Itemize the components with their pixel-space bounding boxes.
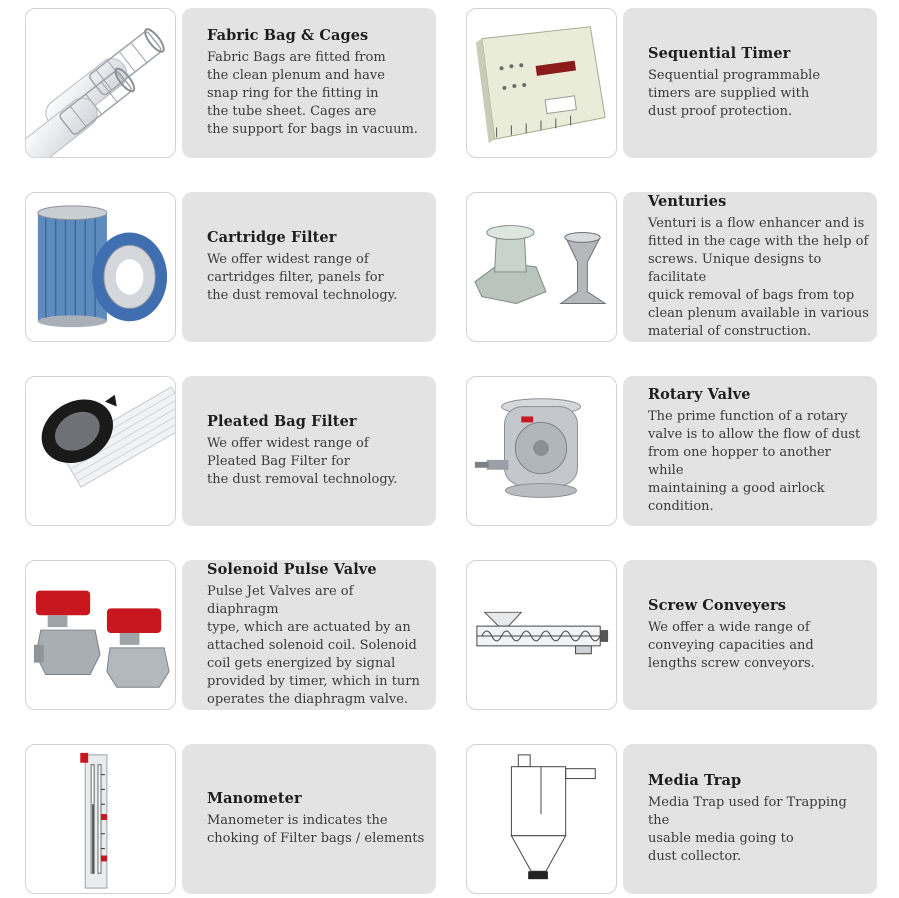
product-title: Pleated Bag Filter: [207, 413, 357, 430]
product-info-sequential-timer: [623, 8, 877, 158]
product-info-venturies: [623, 192, 877, 342]
product-title: Fabric Bag & Cages: [207, 27, 369, 44]
product-description: The prime function of a rotary valve is to allow the flow of dust from one hopper to another while maintaining a good airlock condition.: [648, 409, 861, 514]
product-description: Media Trap used for Trapping the usable media going to dust collector.: [648, 795, 847, 864]
product-description: Fabric Bags are fitted from the clean plenum and have snap ring for the fitting in the tube sheet. Cages are the support for bags in vacuum.: [207, 50, 418, 137]
product-info-rotary-valve: [623, 376, 877, 526]
venturi-icon: [466, 192, 617, 342]
fabric-bag-cage-icon: [25, 8, 176, 158]
product-title: Screw Conveyers: [648, 597, 787, 614]
pleated-bag-filter-icon: [25, 376, 176, 526]
product-info-media-trap: [623, 744, 877, 894]
product-info-manometer: [182, 744, 436, 894]
product-description: We offer widest range of cartridges filter, panels for the dust removal technology.: [207, 252, 398, 303]
manometer-icon: [25, 744, 176, 894]
product-description: Pulse Jet Valves are of diaphragm type, which are actuated by an attached solenoid coil. Solenoid coil gets energized by signal provided by timer, which in turn operates the diaphragm valve.: [207, 584, 420, 707]
product-title: Solenoid Pulse Valve: [207, 561, 377, 578]
product-info-pleated-bag-filter: [182, 376, 436, 526]
product-title: Rotary Valve: [648, 386, 751, 403]
product-description: We offer widest range of Pleated Bag Filter for the dust removal technology.: [207, 436, 398, 487]
product-info-screw-conveyers: [623, 560, 877, 710]
solenoid-valve-icon: [25, 560, 176, 710]
product-title: Manometer: [207, 790, 302, 807]
rotary-valve-icon: [466, 376, 617, 526]
screw-conveyor-icon: [466, 560, 617, 710]
product-description: Manometer is indicates the choking of Filter bags / elements: [207, 813, 425, 846]
cartridge-filter-icon: [25, 192, 176, 342]
media-trap-icon: [466, 744, 617, 894]
product-info-cartridge-filter: [182, 192, 436, 342]
product-title: Media Trap: [648, 772, 742, 789]
product-description: We offer a wide range of conveying capacities and lengths screw conveyors.: [648, 620, 815, 671]
sequential-timer-icon: [466, 8, 617, 158]
product-title: Venturies: [648, 193, 727, 210]
product-title: Sequential Timer: [648, 45, 791, 62]
product-info-fabric-bag-cages: [182, 8, 436, 158]
product-title: Cartridge Filter: [207, 229, 337, 246]
product-description: Venturi is a flow enhancer and is fitted in the cage with the help of screws. Unique designs to facilitate quick removal of bags from top clean plenum available in various material of construction.: [648, 216, 869, 339]
product-info-solenoid-pulse-valve: [182, 560, 436, 710]
product-description: Sequential programmable timers are supplied with dust proof protection.: [648, 68, 821, 119]
